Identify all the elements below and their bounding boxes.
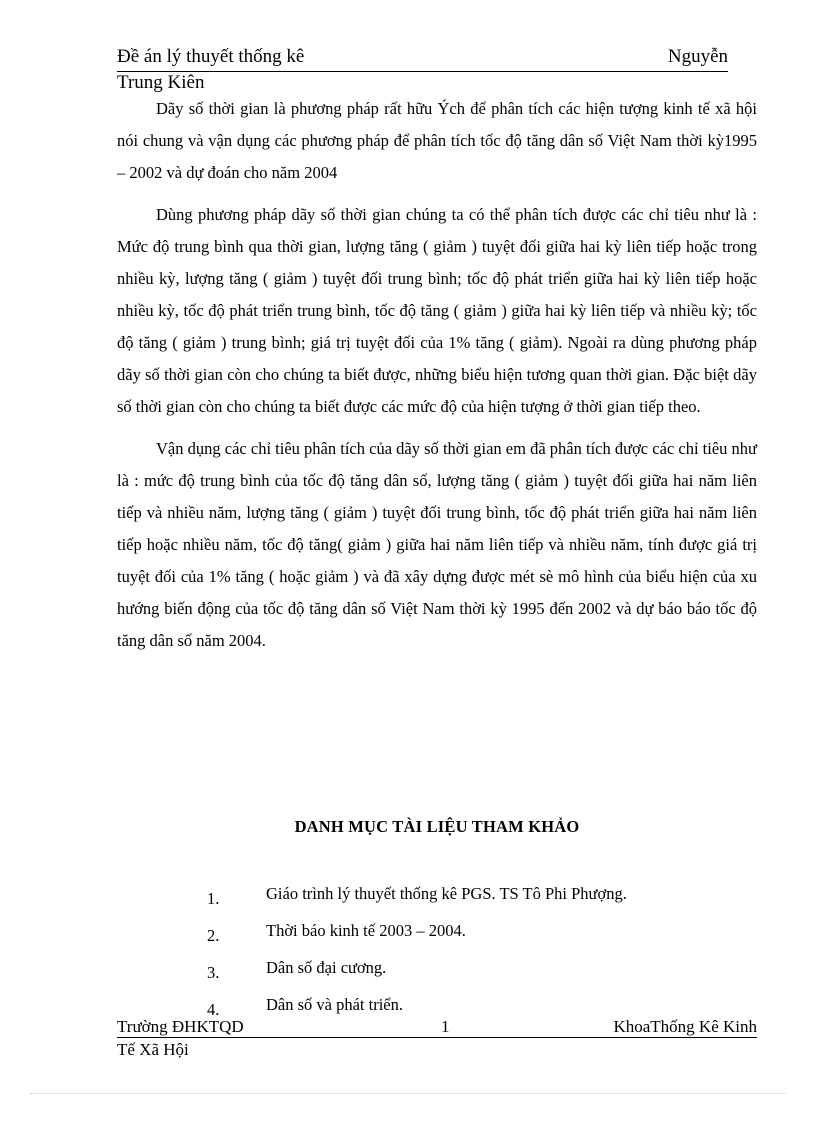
page-header xyxy=(117,46,728,72)
page-number: 1 xyxy=(441,1017,450,1036)
page-footer xyxy=(117,1017,757,1039)
references-title: DANH MỤC TÀI LIỆU THAM KHẢO xyxy=(294,817,580,836)
reference-number: 3. xyxy=(207,963,220,982)
header-title: Đề án lý thuyết thống kê xyxy=(117,46,305,67)
footer-faculty: KhoaThống Kê Kinh xyxy=(613,1017,757,1036)
reference-text: Dân số đại cương. xyxy=(266,958,387,977)
footer-rule xyxy=(117,1037,757,1038)
paragraph-methods: Dùng phương pháp dãy số thời gian chúng ta có thể phân tích được các chỉ tiêu như là : Mức độ trung bình qua thời gian, lượng tăng ( giảm ) tuyệt đối giữa hai kỳ liên tiếp hoặc trong nhiều kỳ, lượng tăng ( giảm ) tuyệt đối trung bình; tốc độ phát triển giữa hai kỳ liên tiếp hoặc nhiều kỳ, tốc độ phát triển trung bình, tốc độ tăng ( giảm ) giữa hai kỳ liên tiếp và nhiều kỳ; tốc độ tăng ( giảm ) trung bình; giá trị tuyệt đối của 1% tăng ( giảm). Ngoài ra dùng phương pháp dãy số thời gian còn cho chúng ta biết được, những biểu hiện tương quan thời gian. Đặc biệt dãy số thời gian còn cho chúng ta biết được các mức độ của hiện tượng ở thời gian tiếp theo. xyxy=(117,205,757,416)
references-list xyxy=(0,878,816,1026)
reference-item xyxy=(0,915,816,952)
body-text xyxy=(117,93,757,667)
paragraph-application: Vận dụng các chỉ tiêu phân tích của dãy số thời gian em đã phân tích được các chỉ tiêu như là : mức độ trung bình của tốc độ tăng dân số, lượng tăng ( giảm ) tuyệt đối giữa hai năm liên tiếp và nhiều năm, lượng tăng ( giảm ) tuyệt đối trung bình, tốc độ phát triển giữa hai năm liên tiếp hoặc nhiều năm, tốc độ tăng( giảm ) giữa hai năm liên tiếp và nhiều năm, tính được giá trị tuyệt đối của 1% tăng ( hoặc giảm ) và đã xây dựng được mét sè mô hình của biểu hiện của xu hướng biến động của tốc độ tăng dân số Việt Nam thời kỳ 1995 đến 2002 và dự báo báo tốc độ tăng dân số năm 2004. xyxy=(117,439,757,650)
page-bottom-edge xyxy=(30,1093,786,1094)
reference-number: 4. xyxy=(207,1000,220,1019)
footer-faculty-continuation: Tế Xã Hội xyxy=(117,1040,189,1059)
reference-item xyxy=(0,878,816,915)
reference-text: Dân số và phát triển. xyxy=(266,995,404,1014)
reference-number: 1. xyxy=(207,889,220,908)
paragraph-intro: Dãy số thời gian là phương pháp rất hữu Ých để phân tích các hiện tượng kinh tế xã hội nói chung và vận dụng các phương pháp để phân tích tốc độ tăng dân số Việt Nam thời kỳ1995 – 2002 và dự đoán cho năm 2004 xyxy=(117,99,757,182)
reference-number: 2. xyxy=(207,926,220,945)
reference-item xyxy=(0,952,816,989)
header-rule xyxy=(117,71,728,72)
header-author: Nguyễn xyxy=(667,46,728,67)
reference-text: Thời báo kinh tế 2003 – 2004. xyxy=(266,921,466,940)
header-author-continuation: Trung Kiên xyxy=(117,72,205,93)
reference-text: Giáo trình lý thuyết thống kê PGS. TS Tô Phi Phượng. xyxy=(266,884,627,903)
footer-school: Trường ĐHKTQD xyxy=(117,1017,244,1036)
